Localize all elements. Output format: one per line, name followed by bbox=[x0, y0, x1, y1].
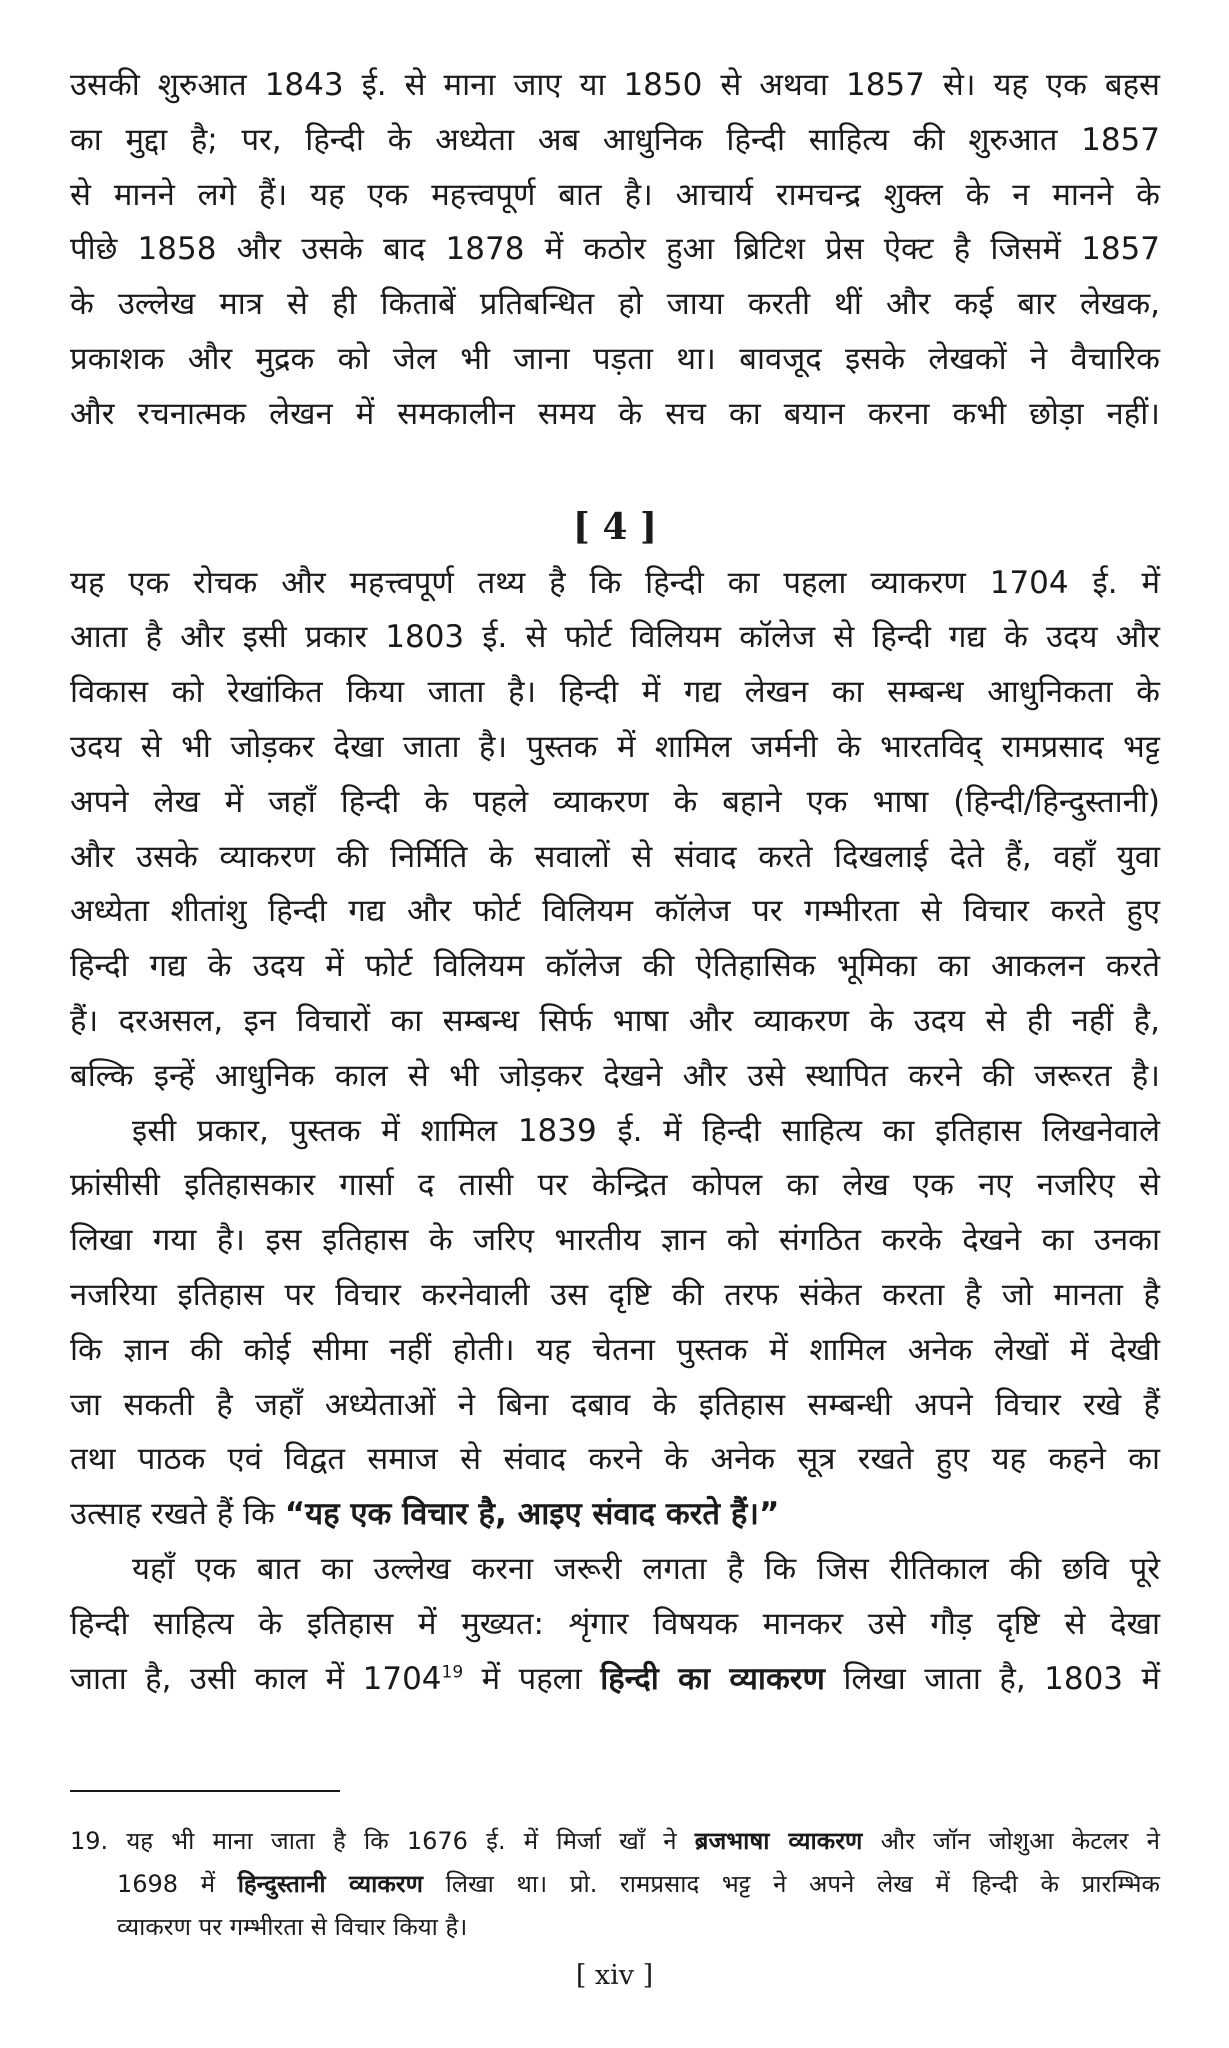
text-line: यह एक रोचक और महत्त्वपूर्ण तथ्य है कि हिन्दी का पहला व्याकरण 1704 ई. में bbox=[70, 564, 1160, 601]
footnote-19 bbox=[70, 1820, 1160, 1949]
text-line: हिन्दी गद्य के उदय में फोर्ट विलियम कॉलेज की ऐतिहासिक भूमिका का आकलन करते bbox=[70, 948, 1160, 985]
text-line: जा सकती है जहाँ अध्येताओं ने बिना दबाव के इतिहास सम्बन्धी अपने विचार रखे हैं bbox=[70, 1386, 1160, 1423]
text-line: हिन्दी साहित्य के इतिहास में मुख्यत: शृंगार विषयक मानकर उसे गौड़ दृष्टि से देखा bbox=[70, 1605, 1160, 1642]
text-line: बल्कि इन्हें आधुनिक काल से भी जोड़कर देखने और उसे स्थापित करने की जरूरत है। bbox=[70, 1057, 1160, 1094]
text-fragment: और जॉन जोशुआ केटलर ने bbox=[862, 1827, 1160, 1855]
text-line: विकास को रेखांकित किया जाता है। हिन्दी में गद्य लेखन का सम्बन्ध आधुनिकता के bbox=[70, 674, 1160, 711]
text-line: के उल्लेख मात्र से ही किताबें प्रतिबन्धित हो जाया करती थीं और कई बार लेखक, bbox=[70, 286, 1160, 323]
text-line: लिखा गया है। इस इतिहास के जरिए भारतीय ज्ञान को संगठित करके देखने का उनका bbox=[70, 1222, 1160, 1259]
text-line: उसकी शुरुआत 1843 ई. से माना जाए या 1850 से अथवा 1857 से। यह एक बहस bbox=[70, 67, 1160, 103]
text-line: यहाँ एक बात का उल्लेख करना जरूरी लगता है कि जिस रीतिकाल की छवि पूरे bbox=[132, 1550, 1160, 1587]
footnote-ref: 19 bbox=[441, 1662, 464, 1683]
bold-term: ब्रजभाषा व्याकरण bbox=[694, 1827, 863, 1855]
text-line bbox=[70, 1652, 1160, 1707]
page-number: [ xiv ] bbox=[575, 1960, 654, 1991]
text-line: कि ज्ञान की कोई सीमा नहीं होती। यह चेतना पुस्तक में शामिल अनेक लेखों में देखी bbox=[70, 1331, 1160, 1368]
text-line: इसी प्रकार, पुस्तक में शामिल 1839 ई. में हिन्दी साहित्य का इतिहास लिखनेवाले bbox=[132, 1112, 1160, 1149]
text-line: उदय से भी जोड़कर देखा जाता है। पुस्तक में शामिल जर्मनी के भारतविद् रामप्रसाद भट्ट bbox=[70, 728, 1160, 765]
text-line: से मानने लगे हैं। यह एक महत्त्वपूर्ण बात है। आचार्य रामचन्द्र शुक्ल के न मानने के bbox=[70, 176, 1160, 213]
page-body bbox=[70, 58, 1160, 1706]
paragraph-4 bbox=[70, 1542, 1160, 1706]
text-line: हैं। दरअसल, इन विचारों का सम्बन्ध सिर्फ भाषा और व्याकरण के उदय से ही नहीं है, bbox=[70, 1002, 1160, 1039]
paragraph-1 bbox=[70, 58, 1160, 442]
footnote-line bbox=[70, 1820, 1160, 1863]
text-line: नजरिया इतिहास पर विचार करनेवाली उस दृष्टि की तरफ संकेत करता है जो मानता है bbox=[70, 1276, 1160, 1313]
text-line: फ्रांसीसी इतिहासकार गार्सा द तासी पर केन्द्रित कोपल का लेख एक नए नजरिए से bbox=[70, 1167, 1160, 1204]
text-fragment: में पहला bbox=[463, 1660, 601, 1697]
text-fragment: उत्साह रखते हैं कि bbox=[70, 1496, 285, 1533]
text-line: अपने लेख में जहाँ हिन्दी के पहले व्याकरण के बहाने एक भाषा (हिन्दी/हिन्दुस्तानी) bbox=[70, 783, 1160, 820]
text-line: अध्येता शीतांशु हिन्दी गद्य और फोर्ट विलियम कॉलेज पर गम्भीरता से विचार करते हुए bbox=[70, 893, 1160, 930]
text-line: का मुद्दा है; पर, हिन्दी के अध्येता अब आधुनिक हिन्दी साहित्य की शुरुआत 1857 bbox=[70, 121, 1160, 158]
bold-term: हिन्दुस्तानी व्याकरण bbox=[237, 1870, 423, 1898]
text-line: और उसके व्याकरण की निर्मिति के सवालों से संवाद करते दिखलाई देते हैं, वहाँ युवा bbox=[70, 838, 1160, 875]
bold-term: हिन्दी का व्याकरण bbox=[600, 1660, 825, 1697]
text-fragment: 19. यह भी माना जाता है कि 1676 ई. में मिर्जा खाँ ने bbox=[70, 1827, 695, 1855]
footnote-rule bbox=[70, 1790, 340, 1792]
footnote-line: व्याकरण पर गम्भीरता से विचार किया है। bbox=[117, 1913, 468, 1941]
quote-bold: “यह एक विचार है, आइए संवाद करते हैं।” bbox=[284, 1496, 780, 1533]
text-line: और रचनात्मक लेखन में समकालीन समय के सच का बयान करना कभी छोड़ा नहीं। bbox=[70, 395, 1160, 432]
text-line: आता है और इसी प्रकार 1803 ई. से फोर्ट विलियम कॉलेज से हिन्दी गद्य के उदय और bbox=[70, 619, 1160, 656]
section-heading: [ 4 ] bbox=[572, 505, 658, 548]
text-line: पीछे 1858 और उसके बाद 1878 में कठोर हुआ ब्रिटिश प्रेस ऐक्ट है जिसमें 1857 bbox=[70, 231, 1160, 268]
paragraph-2 bbox=[70, 556, 1160, 1104]
paragraph-3 bbox=[70, 1104, 1160, 1542]
footnote-line bbox=[70, 1863, 1160, 1906]
text-line: तथा पाठक एवं विद्वत समाज से संवाद करने के अनेक सूत्र रखते हुए यह कहने का bbox=[70, 1441, 1160, 1478]
text-fragment: जाता है, उसी काल में 1704 bbox=[70, 1660, 442, 1697]
text-line bbox=[70, 1487, 1160, 1542]
text-line: प्रकाशक और मुद्रक को जेल भी जाना पड़ता था। बावजूद इसके लेखकों ने वैचारिक bbox=[70, 340, 1160, 377]
text-fragment: लिखा था। प्रो. रामप्रसाद भट्ट ने अपने लेख में हिन्दी के प्रारम्भिक bbox=[422, 1870, 1160, 1898]
text-fragment: लिखा जाता है, 1803 में bbox=[824, 1660, 1161, 1697]
text-fragment: 1698 में bbox=[117, 1870, 238, 1898]
